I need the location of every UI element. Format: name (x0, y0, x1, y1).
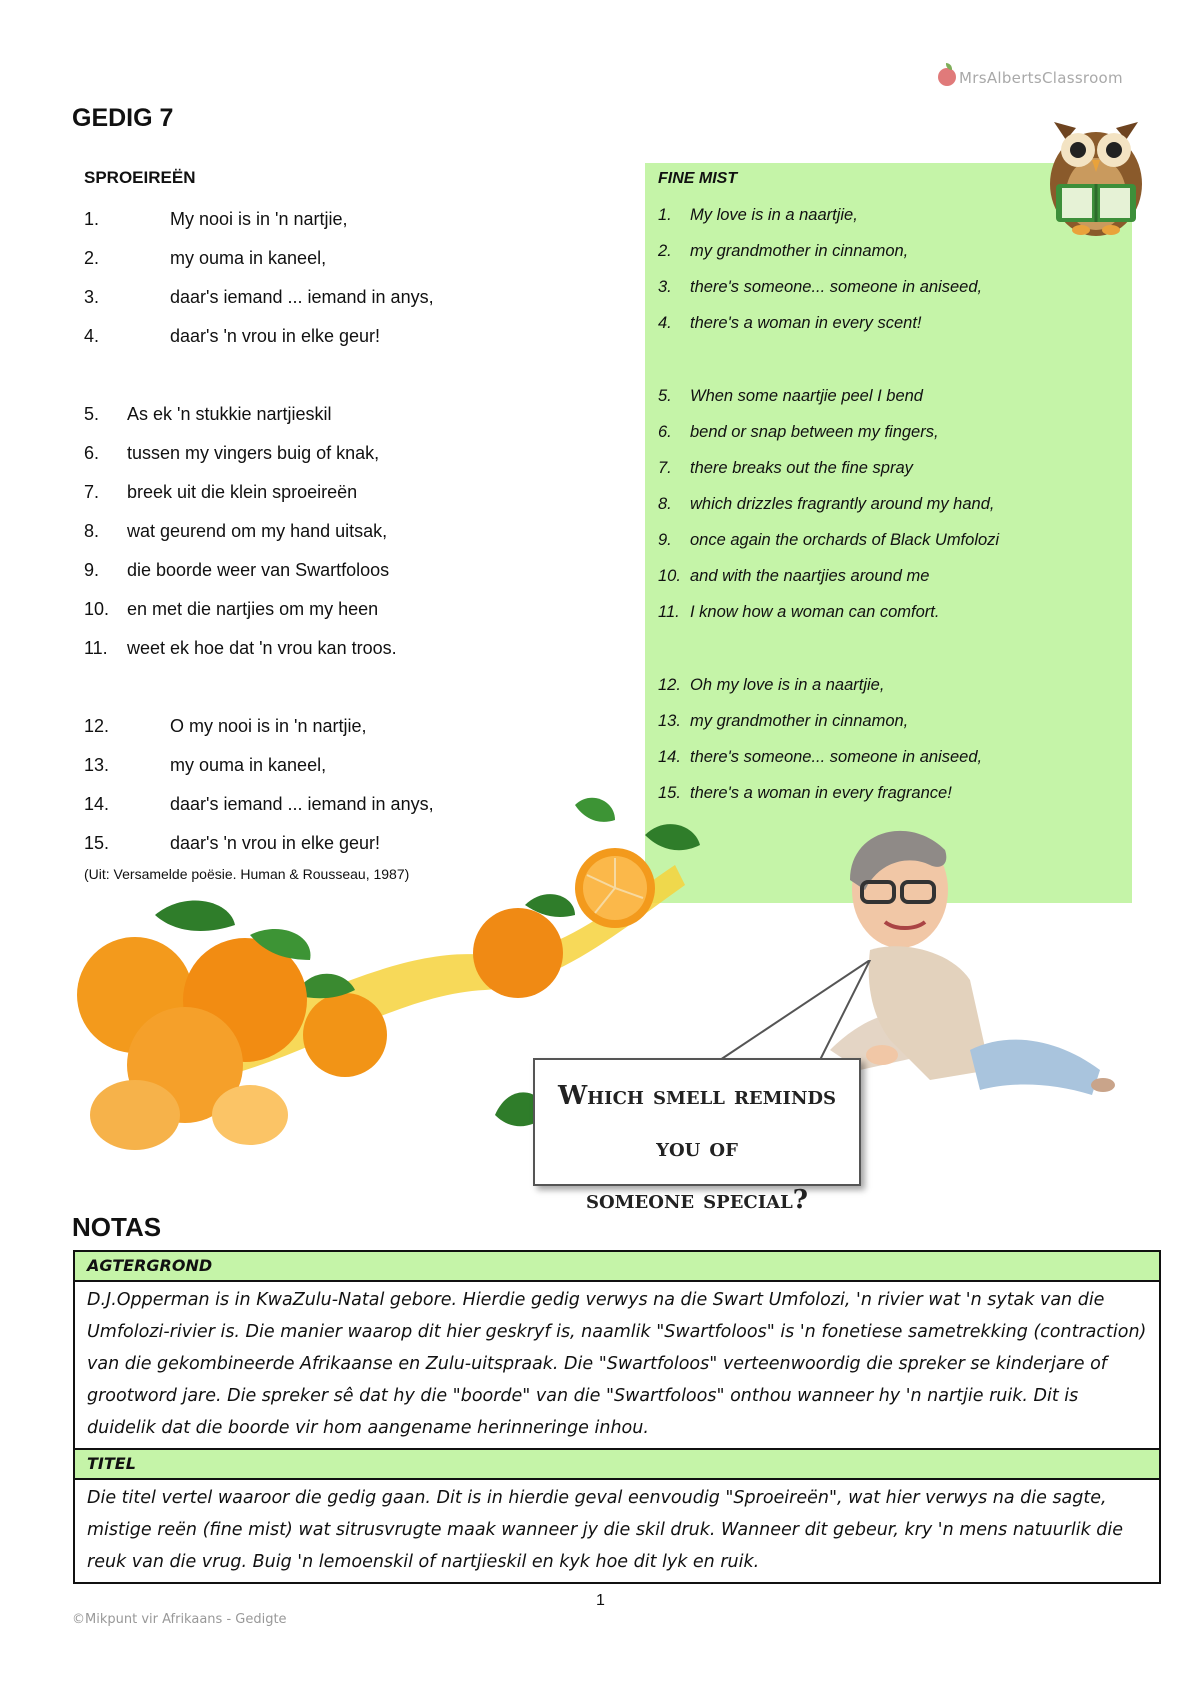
line-number: 9. (84, 560, 100, 580)
line-text: once again the orchards of Black Umfolozi (690, 531, 1000, 549)
background-text: D.J.Opperman is in KwaZulu-Natal gebore. Hierdie gedig verwys na die Swart Umfolozi, 'n rivier wat 'n sytak van die Umfolozi-rivier is. Die manier waarop dit hier geskryf is, naamlik "Swartfoloos" is 'n fonetiese sametrekking (contraction) van die gekombineerde Afrikaanse en Zulu-uitspraak. Die "Swartfoloos" verteenwoordig die spreker se kinderjare of grootword jare. Die spreker sê dat hy die "boorde" van die "Swartfoloos" onthou wanneer hy 'n nartjie ruik. Dit is duidelik dat die boorde vir hom aangename herinneringe inhou. (75, 1282, 1159, 1450)
poem-line (84, 560, 390, 581)
line-text: die boorde weer van Swartfoloos (127, 560, 390, 580)
notes-table (73, 1250, 1161, 1584)
apple-icon (938, 68, 956, 86)
line-number: 15. (658, 784, 681, 802)
line-number: 7. (658, 459, 672, 477)
line-number: 8. (84, 521, 100, 541)
translation-line (658, 712, 909, 731)
poem-title-afrikaans: SPROEIREËN (84, 168, 196, 187)
line-text: my ouma in kaneel, (170, 248, 327, 268)
line-number: 5. (658, 387, 672, 405)
page-number: 1 (596, 1592, 605, 1609)
line-text: Oh my love is in a naartjie, (690, 676, 885, 694)
line-text: there's a woman in every scent! (690, 314, 922, 332)
line-text: daar's 'n vrou in elke geur! (170, 326, 380, 346)
line-number: 3. (658, 278, 672, 296)
bubble-question-line-2: someone special? (585, 1185, 809, 1215)
line-number: 7. (84, 482, 100, 502)
line-number: 1. (84, 209, 100, 229)
line-number: 14. (658, 748, 681, 766)
translation-line (658, 242, 909, 261)
translation-line (658, 278, 983, 297)
line-text: which drizzles fragrantly around my hand, (690, 495, 995, 513)
line-text: my grandmother in cinnamon, (690, 242, 909, 260)
translation-line (658, 748, 983, 767)
speech-bubble-tail (720, 960, 880, 1070)
title-label: TITEL (75, 1450, 1159, 1480)
line-text: daar's 'n vrou in elke geur! (170, 833, 380, 853)
page-title: GEDIG 7 (72, 104, 174, 132)
poem-line (84, 287, 434, 308)
line-number: 2. (658, 242, 672, 260)
line-number: 8. (658, 495, 672, 513)
brand-logo (938, 68, 1123, 87)
translation-line (658, 603, 940, 622)
line-text: weet ek hoe dat 'n vrou kan troos. (127, 638, 397, 658)
line-text: tussen my vingers buig of knak, (127, 443, 380, 463)
line-text: My love is in a naartjie, (690, 206, 858, 224)
poem-line (84, 443, 380, 464)
poem-line (84, 482, 358, 503)
line-text: As ek 'n stukkie nartjieskil (127, 404, 332, 424)
line-text: O my nooi is in 'n nartjie, (170, 716, 367, 736)
background-label: AGTERGROND (75, 1252, 1159, 1282)
poem-line (84, 521, 388, 542)
poem-title-english: FINE MIST (658, 170, 738, 187)
line-text: bend or snap between my fingers, (690, 423, 939, 441)
line-text: there breaks out the fine spray (690, 459, 913, 477)
translation-line (658, 423, 939, 442)
poem-source: (Uit: Versamelde poësie. Human & Rousseau, 1987) (84, 866, 410, 882)
line-number: 13. (84, 755, 110, 775)
line-text: en met die nartjies om my heen (127, 599, 379, 619)
line-number: 12. (658, 676, 681, 694)
poem-line (84, 404, 332, 425)
poem-line (84, 755, 327, 776)
line-text: My nooi is in 'n nartjie, (170, 209, 348, 229)
poem-line (84, 716, 367, 737)
line-number: 10. (84, 599, 110, 619)
translation-line (658, 531, 1000, 550)
line-number: 4. (84, 326, 100, 346)
line-number: 11. (658, 603, 680, 621)
line-text: and with the naartjies around me (690, 567, 930, 585)
footer-copyright: ©Mikpunt vir Afrikaans - Gedigte (72, 1612, 287, 1627)
line-text: daar's iemand ... iemand in anys, (170, 287, 434, 307)
translation-line (658, 459, 913, 478)
owl-reading-icon (1036, 102, 1156, 242)
translation-line (658, 387, 923, 406)
poem-line (84, 248, 327, 269)
line-number: 10. (658, 567, 681, 585)
line-number: 1. (658, 206, 672, 224)
poem-line (84, 209, 348, 230)
brand-text: MrsAlbertsClassroom (959, 69, 1123, 87)
line-text: there's a woman in every fragrance! (690, 784, 952, 802)
translation-line (658, 314, 922, 333)
line-text: my ouma in kaneel, (170, 755, 327, 775)
line-number: 14. (84, 794, 110, 814)
line-text: there's someone... someone in aniseed, (690, 278, 983, 296)
notes-heading: NOTAS (72, 1212, 162, 1242)
translation-line (658, 495, 995, 514)
title-text: Die titel vertel waaroor die gedig gaan. Dit is in hierdie geval eenvoudig "Sproeireën", wat hier verwys na die sagte, mistige reën (fine mist) wat sitrusvrugte maak wanneer jy die skil druk. Wanneer dit gebeur, kry 'n mens natuurlik die reuk van die vrug. Buig 'n lemoenskil of nartjieskil en kyk hoe dit lyk en ruik. (87, 1488, 1124, 1572)
line-text: breek uit die klein sproeireën (127, 482, 358, 502)
speech-bubble (533, 1058, 861, 1215)
line-number: 11. (84, 638, 108, 658)
line-text: there's someone... someone in aniseed, (690, 748, 983, 766)
line-text: When some naartjie peel I bend (690, 387, 923, 405)
line-number: 5. (84, 404, 100, 424)
poem-line (84, 326, 380, 347)
translation-line (658, 206, 858, 225)
line-text: daar's iemand ... iemand in anys, (170, 794, 434, 814)
line-text: I know how a woman can comfort. (690, 603, 940, 621)
translation-line (658, 676, 885, 695)
line-number: 6. (84, 443, 100, 463)
line-number: 4. (658, 314, 672, 332)
line-number: 3. (84, 287, 100, 307)
line-text: wat geurend om my hand uitsak, (127, 521, 388, 541)
bubble-question-line-1: Which smell reminds you of (557, 1081, 837, 1163)
translation-line (658, 567, 930, 586)
line-number: 6. (658, 423, 672, 441)
line-number: 2. (84, 248, 100, 268)
line-number: 9. (658, 531, 672, 549)
line-text: my grandmother in cinnamon, (690, 712, 909, 730)
poem-line (84, 638, 397, 659)
poem-line (84, 599, 379, 620)
line-number: 15. (84, 833, 110, 853)
line-number: 12. (84, 716, 110, 736)
line-number: 13. (658, 712, 681, 730)
